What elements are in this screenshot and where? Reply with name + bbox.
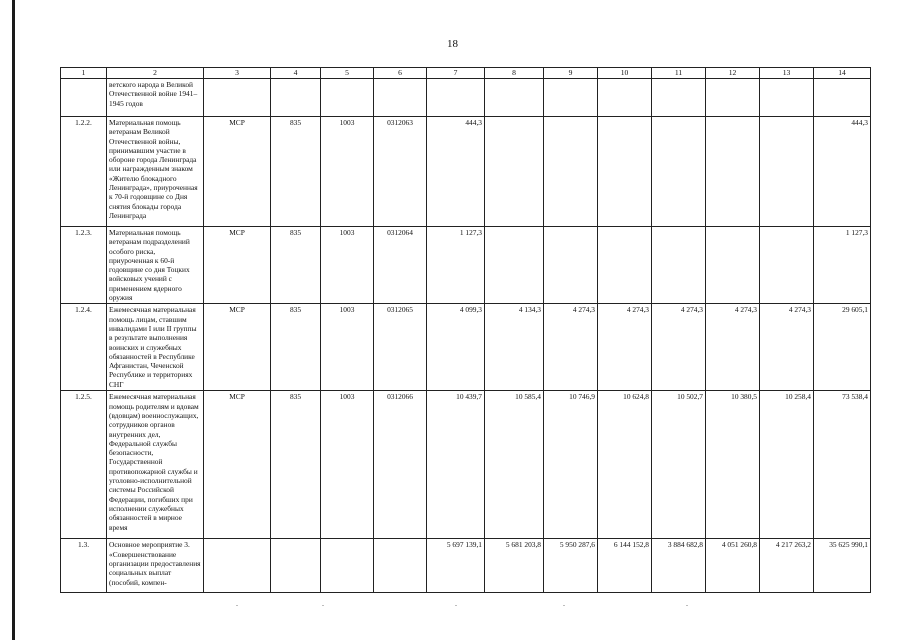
amount-cell bbox=[485, 227, 544, 304]
table-row bbox=[61, 304, 871, 391]
scan-speck bbox=[455, 605, 457, 606]
table-row bbox=[61, 391, 871, 539]
table-row bbox=[61, 79, 871, 117]
code-cell: 0312064 bbox=[374, 227, 427, 304]
amount-cell: 10 502,7 bbox=[652, 391, 706, 539]
code-cell: 835 bbox=[271, 391, 321, 539]
amount-cell bbox=[598, 117, 652, 227]
amount-cell: 10 746,9 bbox=[544, 391, 598, 539]
amount-cell bbox=[544, 227, 598, 304]
code-cell: 0312063 bbox=[374, 117, 427, 227]
amount-cell bbox=[760, 79, 814, 117]
executor-cell bbox=[204, 79, 271, 117]
total-cell: 73 538,4 bbox=[814, 391, 871, 539]
amount-cell bbox=[760, 227, 814, 304]
column-number-row bbox=[61, 68, 871, 79]
column-header: 14 bbox=[814, 68, 871, 79]
code-cell: 0312066 bbox=[374, 391, 427, 539]
column-header: 11 bbox=[652, 68, 706, 79]
amount-cell: 4 217 263,2 bbox=[760, 539, 814, 593]
item-name: Ежемесячная материальная помощь лицам, ставшим инвалидами I или II группы в результате выполнения воинских и служебных обязанностей в Республике Афганистан, Чеченской Республике и территориях СНГ bbox=[107, 304, 204, 391]
amount-cell bbox=[652, 117, 706, 227]
column-header: 12 bbox=[706, 68, 760, 79]
item-name: ветского народа в Великой Отечественной войне 1941–1945 годов bbox=[107, 79, 204, 117]
budget-table bbox=[60, 67, 871, 593]
code-cell: 835 bbox=[271, 117, 321, 227]
amount-cell: 5 950 287,6 bbox=[544, 539, 598, 593]
amount-cell: 10 439,7 bbox=[427, 391, 485, 539]
amount-cell: 4 274,3 bbox=[544, 304, 598, 391]
column-header: 5 bbox=[321, 68, 374, 79]
code-cell bbox=[321, 539, 374, 593]
total-cell bbox=[814, 79, 871, 117]
amount-cell: 6 144 152,8 bbox=[598, 539, 652, 593]
column-header: 1 bbox=[61, 68, 107, 79]
scan-speck bbox=[322, 605, 324, 606]
column-header: 8 bbox=[485, 68, 544, 79]
code-cell bbox=[271, 539, 321, 593]
column-header: 4 bbox=[271, 68, 321, 79]
amount-cell: 5 681 203,8 bbox=[485, 539, 544, 593]
code-cell: 835 bbox=[271, 227, 321, 304]
amount-cell: 10 624,8 bbox=[598, 391, 652, 539]
total-cell: 1 127,3 bbox=[814, 227, 871, 304]
amount-cell bbox=[706, 117, 760, 227]
code-cell: 0312065 bbox=[374, 304, 427, 391]
amount-cell bbox=[427, 79, 485, 117]
scan-speck bbox=[686, 605, 688, 606]
amount-cell: 4 274,3 bbox=[598, 304, 652, 391]
column-header: 13 bbox=[760, 68, 814, 79]
amount-cell bbox=[652, 227, 706, 304]
item-name: Материальная помощь ветеранам Великой Отечественной войны, принимавшим участие в обороне города Ленинграда или награжденным знаком «Жителю блокадного Ленинграда», приуроченная к 70-й годовщине со Дня снятия блокады города Ленинграда bbox=[107, 117, 204, 227]
executor-cell: МСР bbox=[204, 117, 271, 227]
table-row bbox=[61, 117, 871, 227]
amount-cell: 10 380,5 bbox=[706, 391, 760, 539]
item-name: Основное мероприятие 3. «Совершенствование организации предоставления социальных выплат (пособий, компен- bbox=[107, 539, 204, 593]
amount-cell bbox=[652, 79, 706, 117]
total-cell: 29 605,1 bbox=[814, 304, 871, 391]
item-number: 1.3. bbox=[61, 539, 107, 593]
code-cell bbox=[374, 79, 427, 117]
scan-speck bbox=[236, 605, 238, 606]
code-cell bbox=[374, 539, 427, 593]
amount-cell: 10 258,4 bbox=[760, 391, 814, 539]
amount-cell: 444,3 bbox=[427, 117, 485, 227]
code-cell: 835 bbox=[271, 304, 321, 391]
item-number: 1.2.5. bbox=[61, 391, 107, 539]
item-name: Материальная помощь ветеранам подразделений особого риска, приуроченная к 60-й годовщине со дня Тоцких войсковых учений с применением ядерного оружия bbox=[107, 227, 204, 304]
amount-cell: 4 274,3 bbox=[706, 304, 760, 391]
column-header: 9 bbox=[544, 68, 598, 79]
code-cell: 1003 bbox=[321, 304, 374, 391]
amount-cell bbox=[760, 117, 814, 227]
code-cell bbox=[271, 79, 321, 117]
executor-cell: МСР bbox=[204, 391, 271, 539]
code-cell bbox=[321, 79, 374, 117]
amount-cell: 4 274,3 bbox=[760, 304, 814, 391]
scan-speck bbox=[563, 605, 565, 606]
amount-cell: 4 134,3 bbox=[485, 304, 544, 391]
executor-cell: МСР bbox=[204, 304, 271, 391]
item-number: 1.2.3. bbox=[61, 227, 107, 304]
amount-cell bbox=[706, 79, 760, 117]
column-header: 6 bbox=[374, 68, 427, 79]
binding-margin-line bbox=[12, 0, 15, 640]
total-cell: 35 625 990,1 bbox=[814, 539, 871, 593]
total-cell: 444,3 bbox=[814, 117, 871, 227]
amount-cell: 1 127,3 bbox=[427, 227, 485, 304]
item-number bbox=[61, 79, 107, 117]
amount-cell: 4 274,3 bbox=[652, 304, 706, 391]
amount-cell bbox=[485, 79, 544, 117]
amount-cell bbox=[485, 117, 544, 227]
code-cell: 1003 bbox=[321, 227, 374, 304]
amount-cell: 10 585,4 bbox=[485, 391, 544, 539]
amount-cell: 5 697 139,1 bbox=[427, 539, 485, 593]
amount-cell bbox=[706, 227, 760, 304]
amount-cell: 3 884 682,8 bbox=[652, 539, 706, 593]
amount-cell bbox=[544, 117, 598, 227]
item-number: 1.2.4. bbox=[61, 304, 107, 391]
code-cell: 1003 bbox=[321, 391, 374, 539]
column-header: 2 bbox=[107, 68, 204, 79]
column-header: 10 bbox=[598, 68, 652, 79]
item-name: Ежемесячная материальная помощь родителям и вдовам (вдовцам) военнослужащих, сотрудников органов внутренних дел, Федеральной службы безопасности, Государственной противопожарной службы и уголовно-исполнительной системы Российской Федерации, погибших при исполнении служебных обязанностей в мирное время bbox=[107, 391, 204, 539]
table-row bbox=[61, 227, 871, 304]
column-header: 3 bbox=[204, 68, 271, 79]
executor-cell bbox=[204, 539, 271, 593]
amount-cell bbox=[544, 79, 598, 117]
amount-cell: 4 051 260,8 bbox=[706, 539, 760, 593]
code-cell: 1003 bbox=[321, 117, 374, 227]
item-number: 1.2.2. bbox=[61, 117, 107, 227]
amount-cell: 4 099,3 bbox=[427, 304, 485, 391]
amount-cell bbox=[598, 227, 652, 304]
page-number: 18 bbox=[447, 38, 458, 50]
amount-cell bbox=[598, 79, 652, 117]
column-header: 7 bbox=[427, 68, 485, 79]
executor-cell: МСР bbox=[204, 227, 271, 304]
table-row bbox=[61, 539, 871, 593]
